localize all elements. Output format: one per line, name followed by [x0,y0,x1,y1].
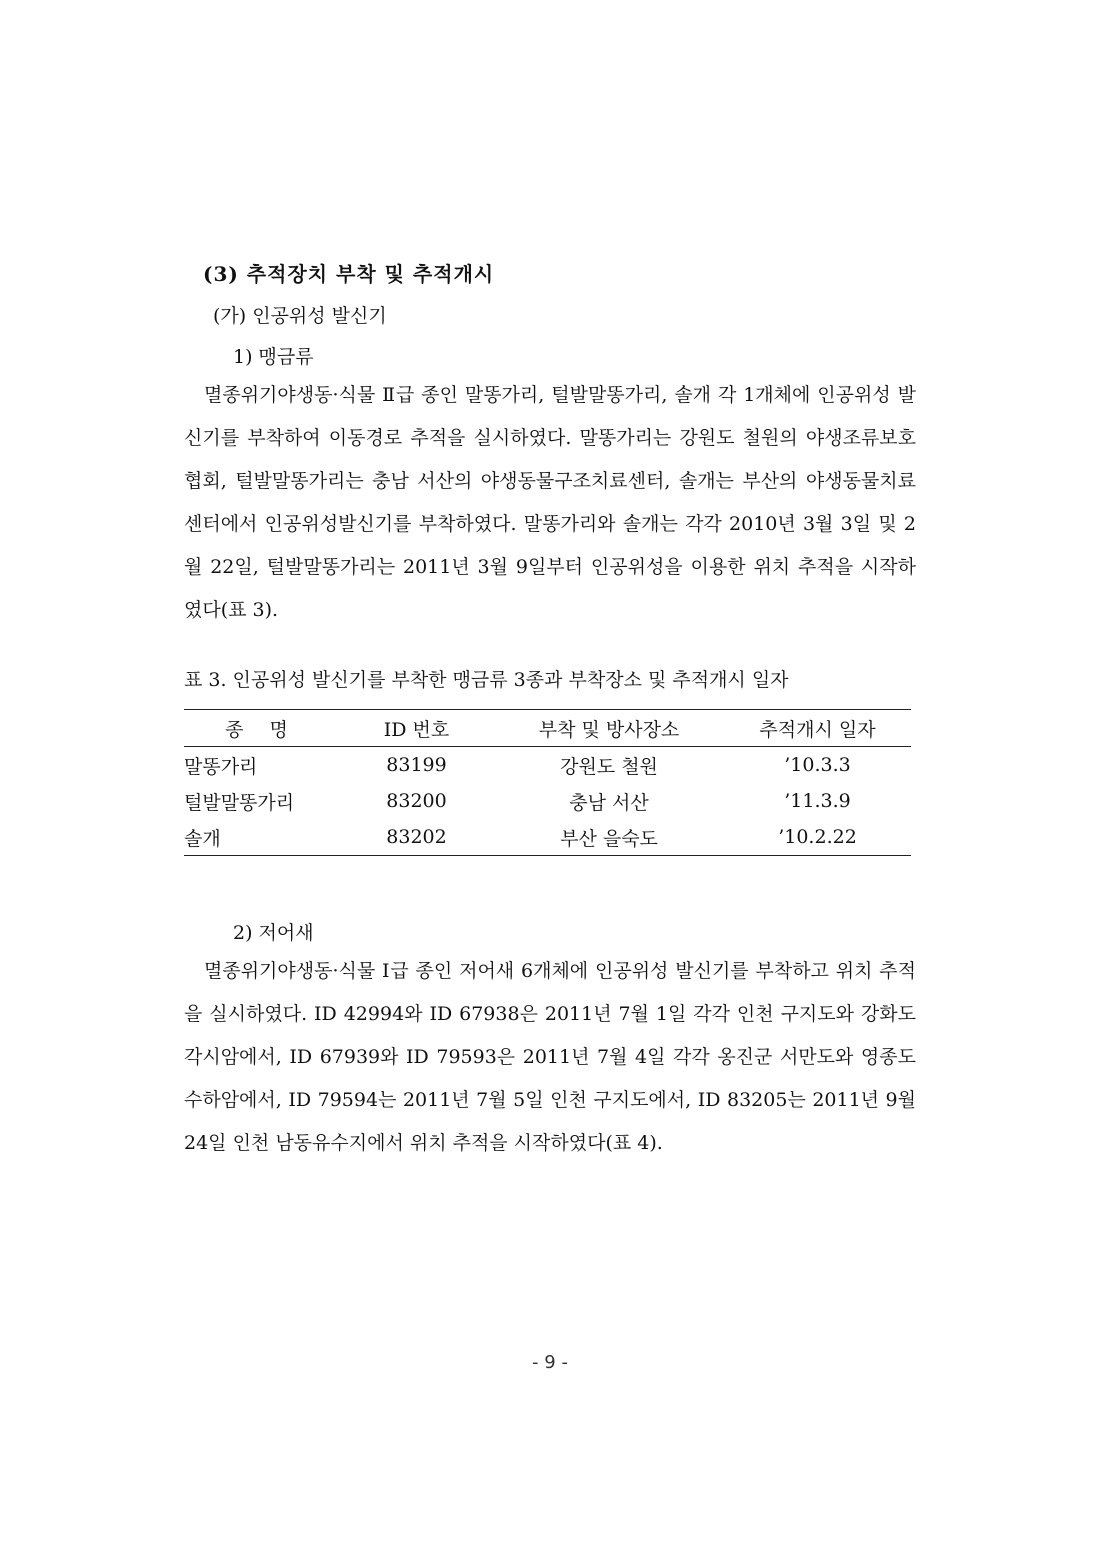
cell-start-date: ’11.3.9 [784,790,851,812]
paragraph-raptors: 멸종위기야생동·식물 Ⅱ급 종인 말똥가리, 털발말똥가리, 솔개 각 1개체에 인공위성 발신기를 부착하여 이동경로 추적을 실시하였다. 말똥가리는 강원도 철원의 야생조류보호협회, 털발말똥가리는 충남 서산의 야생동물구조치료센터, 솔개는 부산의 야생동물치료센터에서 인공위성발신기를 부착하였다. 말똥가리와 솔개는 각각 2010년 3월 3일 및 2월 22일, 털발말똥가리는 2011년 3월 9일부터 인공위성을 이용한 위치 추적을 시작하였다(표 3). [184,384,916,621]
header-start-date: 추적개시 일자 [759,718,876,741]
section-title: (3) 추적장치 부착 및 추적개시 [203,262,495,286]
cell-location: 강원도 철원 [560,755,658,778]
tracking-table [184,709,911,856]
cell-id: 83199 [386,754,447,776]
table-caption: 표 3. 인공위성 발신기를 부착한 맹금류 3종과 부착장소 및 추적개시 일자 [184,669,789,691]
cell-id: 83200 [386,790,447,812]
subsection-heading-satellite: (가) 인공위성 발신기 [213,305,387,327]
cell-start-date: ’10.3.3 [784,754,851,776]
header-id: ID 번호 [383,718,450,741]
cell-species: 말똥가리 [184,755,258,778]
cell-id: 83202 [386,826,447,848]
paragraph-spoonbill: 멸종위기야생동·식물 Ⅰ급 종인 저어새 6개체에 인공위성 발신기를 부착하고 위치 추적을 실시하였다. ID 42994와 ID 67938은 2011년 7월 1일 각각 인천 구지도와 강화도 각시암에서, ID 67939와 ID 79593은 2011년 7월 4일 각각 옹진군 서만도와 영종도 수하암에서, ID 79594는 2011년 7월 5일 인천 구지도에서, ID 83205는 2011년 9월 24일 인천 남동유수지에서 위치 추적을 시작하였다(표 4). [184,960,916,1154]
cell-start-date: ’10.2.22 [778,826,857,848]
cell-location: 충남 서산 [569,791,649,814]
table-header-row [184,710,911,747]
subsection-heading-raptors: 1) 맹금류 [233,346,314,368]
header-location: 부착 및 방사장소 [538,718,680,741]
page-number: - 9 - [532,1352,568,1373]
table-row [184,783,911,819]
subsection-heading-spoonbill: 2) 저어새 [233,922,314,944]
cell-species: 털발말똥가리 [184,791,295,814]
cell-location: 부산 을숙도 [560,827,658,850]
table-row [184,819,911,856]
cell-species: 솔개 [184,827,221,850]
table-row [184,747,911,784]
header-species: 종 명 [225,718,298,741]
